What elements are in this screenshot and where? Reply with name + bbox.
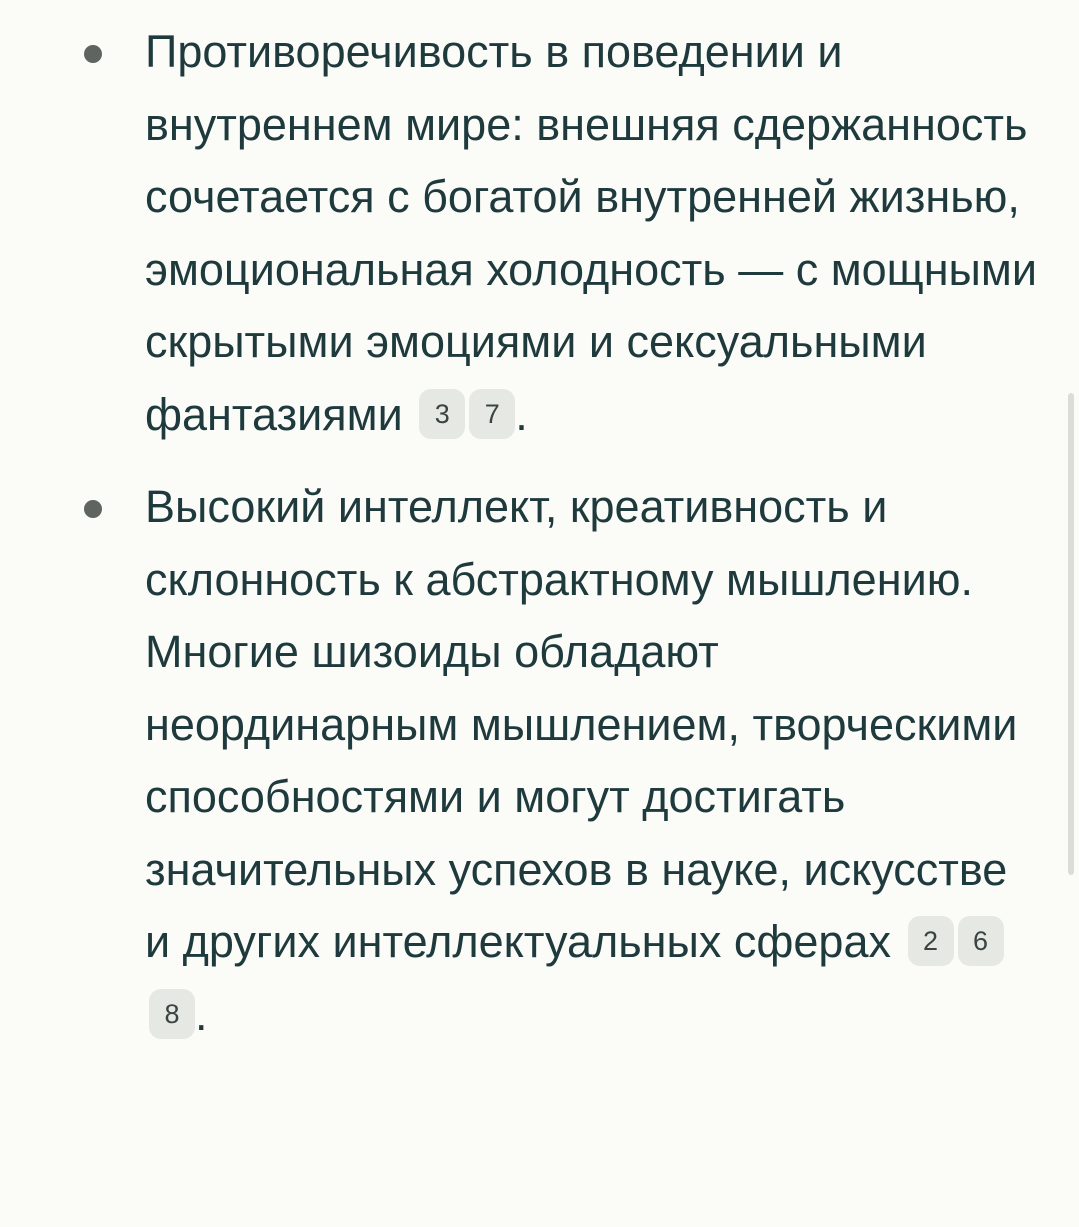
citation-badge[interactable]: 7 [469,389,515,439]
bullet-icon [84,45,102,63]
scrollbar[interactable] [1068,393,1074,875]
bullet-list [0,16,1079,1051]
message-content [0,16,1079,1071]
citation-badge[interactable]: 8 [149,989,195,1039]
list-item-end: . [195,988,208,1040]
citation-badge[interactable]: 6 [958,916,1004,966]
citation-badge[interactable]: 3 [419,389,465,439]
list-item [0,16,1079,451]
list-item [0,471,1079,1051]
citation-badge[interactable]: 2 [908,916,954,966]
bullet-icon [84,500,102,518]
list-item-text: Противоречивость в поведении и внутреннем мире: внешняя сдержанность сочетается с богатой внутренней жизнью, эмоциональная холодность — с мощными скрытыми эмоциями и сексуальными фантазиями [145,26,1037,440]
list-item-end: . [515,388,528,440]
list-item-text: Высокий интеллект, креативность и склонность к абстрактному мышлению. Многие шизоиды обладают неординарным мышлением, творческими способностями и могут достигать значительных успехов в науке, искусстве и других интеллектуальных сферах [145,481,1018,967]
